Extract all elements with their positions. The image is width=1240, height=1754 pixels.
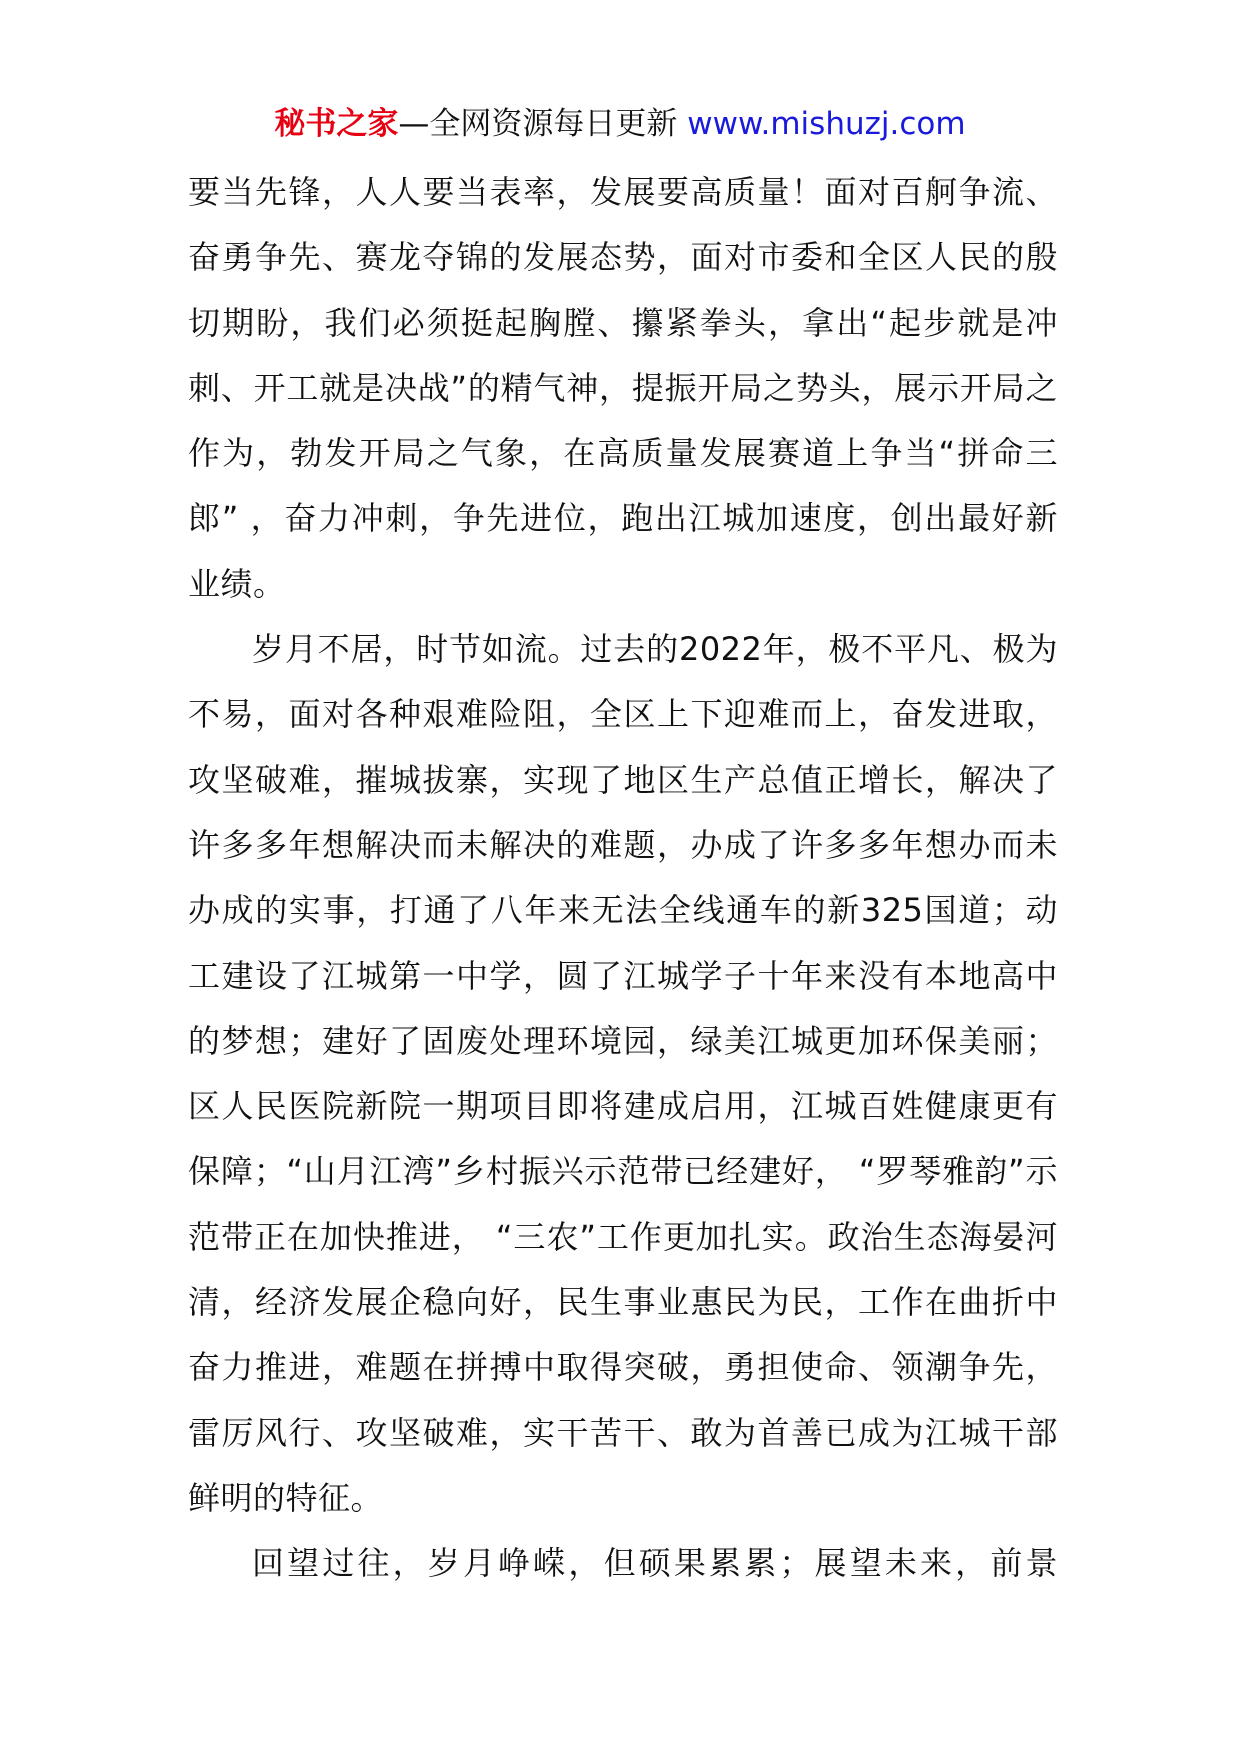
website-link[interactable]: www.mishuzj.com [687,106,966,142]
paragraph-2: 岁月不居，时节如流。过去的2022年，极不平凡、极为不易，面对各种艰难险阻，全区上下迎难而上，奋发进取，攻坚破难，摧城拔寨，实现了地区生产总值正增长，解决了许多多年想解决而未解决的难题，办成了许多多年想办而未办成的实事，打通了八年来无法全线通车的新325国道；动工建设了江城第一中学，圆了江城学子十年来没有本地高中的梦想；建好了固废处理环境园，绿美江城更加环保美丽；区人民医院新院一期项目即将建成启用，江城百姓健康更有保障；“山月江湾”乡村振兴示范带已经建好， “罗琴雅韵”示范带正在加快推进， “三农”工作更加扎实。政治生态海晏河清，经济发展企稳向好，民生事业惠民为民，工作在曲折中奋力推进，难题在拼搏中取得突破，勇担使命、领潮争先，雷厉风行、攻坚破难，实干苦干、敢为首善已成为江城干部鲜明的特征。 [188,630,1058,1517]
header-slogan: —全网资源每日更新 [398,106,688,142]
brand-name: 秘书之家 [274,106,399,142]
page-header [0,100,1240,148]
document-body [188,160,1058,1597]
paragraph-1: 要当先锋，人人要当表率，发展要高质量！面对百舸争流、奋勇争先、赛龙夺锦的发展态势，面对市委和全区人民的殷切期盼，我们必须挺起胸膛、攥紧拳头，拿出“起步就是冲刺、开工就是决战”的精气神，提振开局之势头，展示开局之作为，勃发开局之气象，在高质量发展赛道上争当“拼命三郎” ，奋力冲刺，争先进位，跑出江城加速度，创出最好新业绩。 [188,173,1058,603]
paragraph-3: 回望过往，岁月峥嵘，但硕果累累；展望未来，前景 [252,1544,1058,1583]
